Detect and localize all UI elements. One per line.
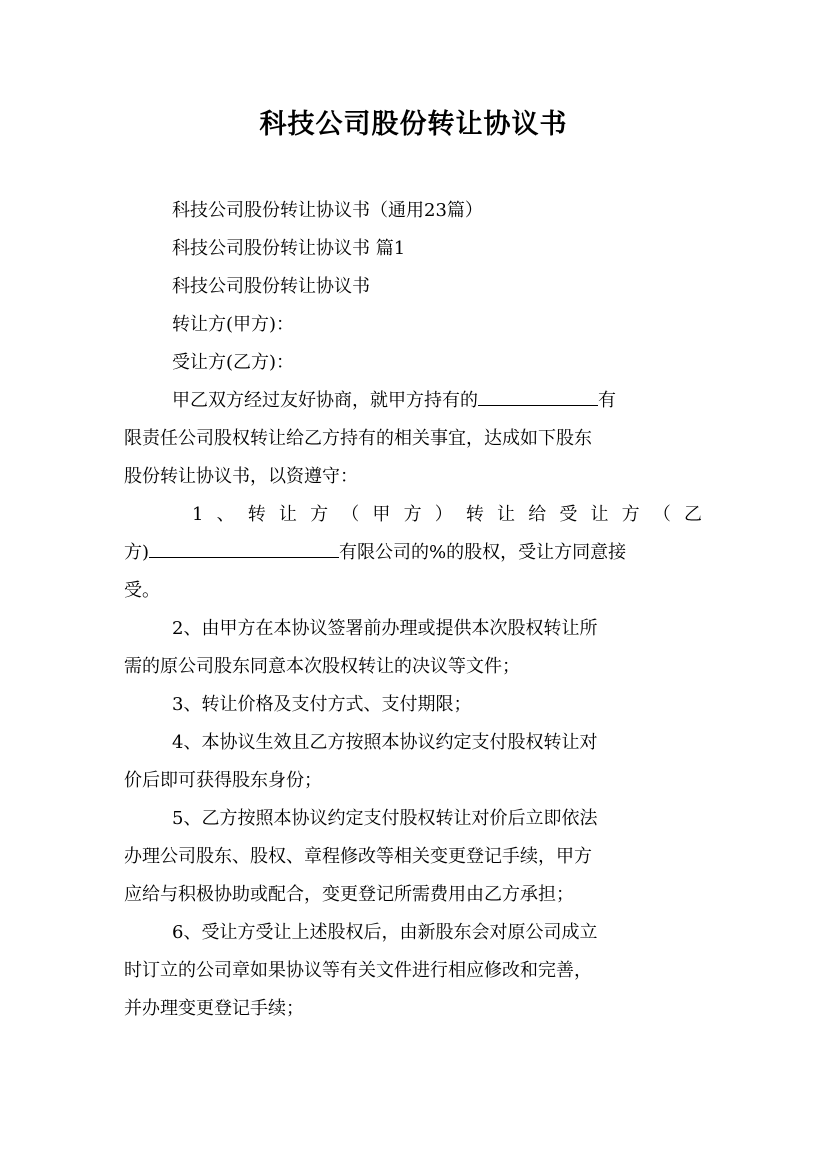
clause-6-line-1: 6、受让方受让上述股权后，由新股东会对原公司成立 bbox=[172, 922, 598, 943]
company-blank bbox=[478, 385, 598, 406]
clause-3: 3、转让价格及支付方式、支付期限； bbox=[172, 694, 472, 715]
clause-6-line-3: 并办理变更登记手续； bbox=[124, 998, 304, 1019]
transferor-label: 转让方(甲方)： bbox=[172, 314, 295, 335]
intro-line-2: 限责任公司股权转让给乙方持有的相关事宜，达成如下股东 bbox=[124, 428, 592, 449]
intro-text-end: 有 bbox=[598, 390, 616, 411]
clause-5-line-3: 应给与积极协助或配合，变更登记所需费用由乙方承担； bbox=[124, 884, 574, 905]
intro-line-3: 股份转让协议书，以资遵守： bbox=[124, 466, 358, 487]
clause-1-line-3: 受。 bbox=[124, 580, 160, 601]
intro-line-1 bbox=[124, 382, 702, 420]
intro-text: 甲乙双方经过友好协商，就甲方持有的 bbox=[172, 390, 478, 411]
clause-5-line-1: 5、乙方按照本协议约定支付股权转让对价后立即依法 bbox=[172, 808, 598, 829]
company-name-blank bbox=[149, 537, 339, 558]
clause-1-text-b: 有限公司的%的股权，受让方同意接 bbox=[339, 542, 627, 563]
clause-5-line-2: 办理公司股东、股权、章程修改等相关变更登记手续，甲方 bbox=[124, 846, 592, 867]
clause-2-line-2: 需的原公司股东同意本次股权转让的决议等文件； bbox=[124, 656, 520, 677]
clause-2-line-1: 2、由甲方在本协议签署前办理或提供本次股权转让所 bbox=[172, 618, 598, 639]
transferee-label: 受让方(乙方)： bbox=[172, 352, 295, 373]
clause-1-line-2 bbox=[124, 534, 702, 572]
clause-1-line-1: 1、转让方（甲方）转让给受让方（乙 bbox=[192, 504, 702, 525]
subtitle-line: 科技公司股份转让协议书（通用23篇） bbox=[172, 200, 483, 221]
agreement-name: 科技公司股份转让协议书 bbox=[172, 276, 370, 297]
document-body bbox=[124, 192, 702, 1028]
document-title: 科技公司股份转让协议书 bbox=[259, 109, 568, 140]
clause-4-line-2: 价后即可获得股东身份； bbox=[124, 770, 322, 791]
clause-6-line-2: 时订立的公司章如果协议等有关文件进行相应修改和完善， bbox=[124, 960, 592, 981]
clause-1-text-a: 方) bbox=[124, 542, 150, 563]
section-heading: 科技公司股份转让协议书 篇1 bbox=[172, 238, 406, 259]
clause-4-line-1: 4、本协议生效且乙方按照本协议约定支付股权转让对 bbox=[172, 732, 598, 753]
